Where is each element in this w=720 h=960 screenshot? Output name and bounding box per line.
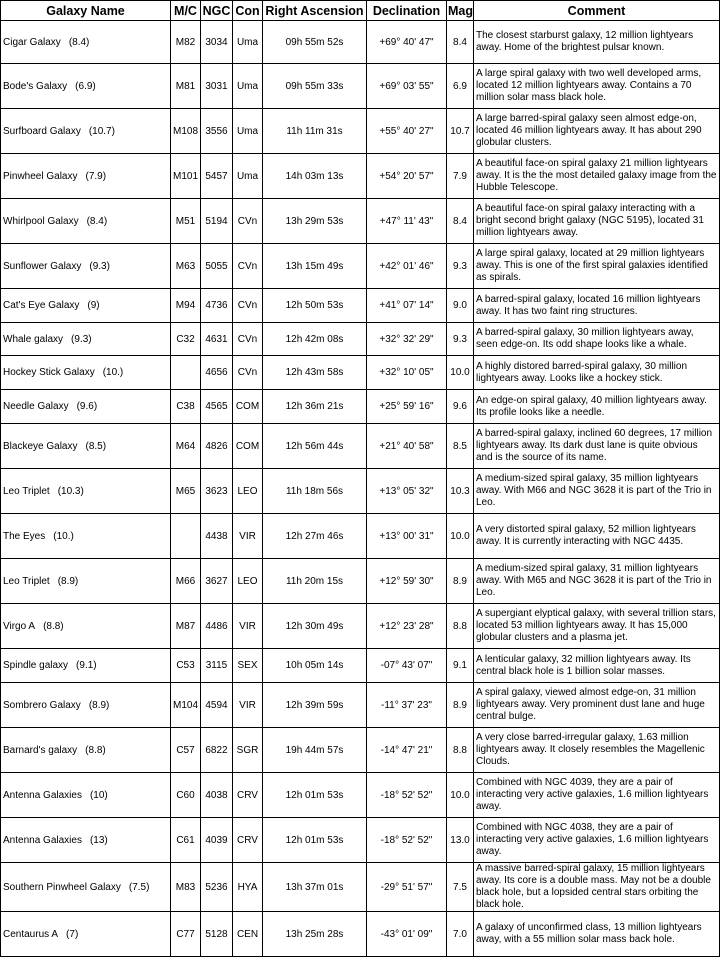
ngc-cell: 6822 <box>201 728 233 773</box>
declination-cell: -14° 47' 21" <box>367 728 447 773</box>
galaxy-name-cell <box>1 728 171 773</box>
right-ascension-cell: 12h 01m 53s <box>263 773 367 818</box>
galaxy-name: Hockey Stick Galaxy <box>3 367 95 378</box>
table-row <box>1 154 720 199</box>
ngc-cell: 5457 <box>201 154 233 199</box>
magnitude-cell: 7.5 <box>447 863 474 912</box>
messier-caldwell-cell: M81 <box>171 64 201 109</box>
declination-cell: +21° 40' 58" <box>367 424 447 469</box>
header-ngc: NGC <box>201 1 233 21</box>
galaxy-name: Virgo A <box>3 620 36 632</box>
magnitude-cell: 10.0 <box>447 356 474 390</box>
galaxy-name-cell <box>1 683 171 728</box>
right-ascension-cell: 12h 43m 58s <box>263 356 367 390</box>
right-ascension-cell: 12h 27m 46s <box>263 514 367 559</box>
header-con: Con <box>233 1 263 21</box>
ngc-cell: 3115 <box>201 649 233 683</box>
magnitude-cell: 8.4 <box>447 21 474 64</box>
galaxy-name-cell <box>1 390 171 424</box>
galaxy-name-cell <box>1 356 171 390</box>
constellation-cell: SGR <box>233 728 263 773</box>
constellation-cell: Uma <box>233 109 263 154</box>
constellation-cell: COM <box>233 424 263 469</box>
galaxy-name: Centaurus A <box>3 928 59 940</box>
messier-caldwell-cell: M87 <box>171 604 201 649</box>
galaxy-name-magnitude: (10.3) <box>57 485 84 497</box>
declination-cell: -43° 01' 09" <box>367 912 447 957</box>
comment-cell: The closest starburst galaxy, 12 million lightyears away. Home of the brightest pulsar known. <box>474 21 720 64</box>
galaxy-name-magnitude: (10.) <box>53 530 74 542</box>
galaxy-name: Sunflower Galaxy <box>3 260 82 272</box>
table-row <box>1 390 720 424</box>
magnitude-cell: 10.3 <box>447 469 474 514</box>
declination-cell: -29° 51' 57" <box>367 863 447 912</box>
table-row <box>1 818 720 863</box>
ngc-cell: 3031 <box>201 64 233 109</box>
table-row <box>1 424 720 469</box>
galaxy-name-cell <box>1 244 171 289</box>
constellation-cell: Uma <box>233 64 263 109</box>
messier-caldwell-cell: C77 <box>171 912 201 957</box>
constellation-cell: CVn <box>233 199 263 244</box>
comment-cell: A galaxy of unconfirmed class, 13 million lightyears away, with a 55 million solar mass back hole. <box>474 912 720 957</box>
comment-cell: A spiral galaxy, viewed almost edge-on, 31 million lightyears away. Very prominent dust lane and huge central bulge. <box>474 683 720 728</box>
galaxy-name: Needle Galaxy <box>3 401 69 412</box>
galaxy-name-magnitude: (8.9) <box>57 575 79 587</box>
constellation-cell: Uma <box>233 21 263 64</box>
messier-caldwell-cell: C32 <box>171 323 201 356</box>
comment-cell: A lenticular galaxy, 32 million lightyears away. Its central black hole is 1 billion solar masses. <box>474 649 720 683</box>
galaxy-name: Leo Triplet <box>3 485 50 497</box>
ngc-cell: 4656 <box>201 356 233 390</box>
declination-cell: +13° 00' 31" <box>367 514 447 559</box>
constellation-cell: CVn <box>233 323 263 356</box>
messier-caldwell-cell: M82 <box>171 21 201 64</box>
constellation-cell: CRV <box>233 773 263 818</box>
galaxy-name: Spindle galaxy <box>3 660 69 671</box>
right-ascension-cell: 12h 50m 53s <box>263 289 367 323</box>
galaxy-name-cell <box>1 912 171 957</box>
galaxy-name: Pinwheel Galaxy <box>3 170 78 182</box>
galaxy-name-magnitude: (8.9) <box>88 699 110 711</box>
constellation-cell: CRV <box>233 818 263 863</box>
comment-cell: A barred-spiral galaxy, 30 million lightyears away, seen edge-on. Its odd shape looks like a whale. <box>474 323 720 356</box>
right-ascension-cell: 12h 42m 08s <box>263 323 367 356</box>
declination-cell: +41° 07' 14" <box>367 289 447 323</box>
galaxy-name-cell <box>1 773 171 818</box>
comment-cell: A beautiful face-on spiral galaxy interacting with a bright second bright galaxy (NGC 5195), located 31 million lightyears away. <box>474 199 720 244</box>
constellation-cell: VIR <box>233 683 263 728</box>
table-row <box>1 773 720 818</box>
messier-caldwell-cell: M65 <box>171 469 201 514</box>
table-row <box>1 21 720 64</box>
galaxy-name-cell <box>1 604 171 649</box>
messier-caldwell-cell <box>171 514 201 559</box>
galaxy-name-magnitude: (8.8) <box>43 620 64 632</box>
galaxy-name-magnitude: (7) <box>66 928 79 940</box>
galaxy-name-magnitude: (10.) <box>102 367 124 378</box>
right-ascension-cell: 13h 29m 53s <box>263 199 367 244</box>
messier-caldwell-cell: C53 <box>171 649 201 683</box>
header-mag: Mag <box>447 1 474 21</box>
messier-caldwell-cell: M83 <box>171 863 201 912</box>
magnitude-cell: 10.0 <box>447 773 474 818</box>
table-row <box>1 289 720 323</box>
magnitude-cell: 13.0 <box>447 818 474 863</box>
right-ascension-cell: 09h 55m 33s <box>263 64 367 109</box>
messier-caldwell-cell: M51 <box>171 199 201 244</box>
comment-cell: Combined with NGC 4038, they are a pair of interacting very active galaxies, 1.6 million lightyears away. <box>474 818 720 863</box>
galaxy-name-magnitude: (9.6) <box>76 401 98 412</box>
magnitude-cell: 8.4 <box>447 199 474 244</box>
header-right-ascension: Right Ascension <box>263 1 367 21</box>
ngc-cell: 3623 <box>201 469 233 514</box>
right-ascension-cell: 12h 56m 44s <box>263 424 367 469</box>
galaxy-name: Blackeye Galaxy <box>3 440 78 452</box>
table-row <box>1 323 720 356</box>
table-row <box>1 912 720 957</box>
table-row <box>1 559 720 604</box>
declination-cell: +54° 20' 57" <box>367 154 447 199</box>
galaxy-name-cell <box>1 469 171 514</box>
ngc-cell: 4486 <box>201 604 233 649</box>
magnitude-cell: 8.8 <box>447 604 474 649</box>
messier-caldwell-cell: M66 <box>171 559 201 604</box>
ngc-cell: 5194 <box>201 199 233 244</box>
magnitude-cell: 7.9 <box>447 154 474 199</box>
table-row <box>1 728 720 773</box>
comment-cell: A supergiant elyptical galaxy, with several trillion stars, located 53 million lightyears away. It has 15,000 globular clusters and a plasma jet. <box>474 604 720 649</box>
magnitude-cell: 10.0 <box>447 514 474 559</box>
magnitude-cell: 9.0 <box>447 289 474 323</box>
galaxy-name-magnitude: (9.3) <box>89 260 110 272</box>
galaxy-name-magnitude: (7.9) <box>85 170 107 182</box>
header-comment: Comment <box>474 1 720 21</box>
messier-caldwell-cell: M108 <box>171 109 201 154</box>
header-mc: M/C <box>171 1 201 21</box>
table-row <box>1 64 720 109</box>
galaxy-name-cell <box>1 424 171 469</box>
constellation-cell: LEO <box>233 559 263 604</box>
messier-caldwell-cell: C38 <box>171 390 201 424</box>
right-ascension-cell: 11h 20m 15s <box>263 559 367 604</box>
table-row <box>1 604 720 649</box>
galaxy-name: Sombrero Galaxy <box>3 699 81 711</box>
magnitude-cell: 9.6 <box>447 390 474 424</box>
galaxy-name-cell <box>1 863 171 912</box>
right-ascension-cell: 12h 36m 21s <box>263 390 367 424</box>
messier-caldwell-cell <box>171 356 201 390</box>
messier-caldwell-cell: C61 <box>171 818 201 863</box>
magnitude-cell: 8.9 <box>447 559 474 604</box>
ngc-cell: 4826 <box>201 424 233 469</box>
right-ascension-cell: 12h 30m 49s <box>263 604 367 649</box>
declination-cell: -18° 52' 52" <box>367 773 447 818</box>
galaxy-name-cell <box>1 514 171 559</box>
right-ascension-cell: 13h 25m 28s <box>263 912 367 957</box>
right-ascension-cell: 14h 03m 13s <box>263 154 367 199</box>
declination-cell: -18° 52' 52" <box>367 818 447 863</box>
galaxy-name: Antenna Galaxies <box>3 789 82 801</box>
messier-caldwell-cell: M64 <box>171 424 201 469</box>
declination-cell: +42° 01' 46" <box>367 244 447 289</box>
table-row <box>1 469 720 514</box>
declination-cell: +25° 59' 16" <box>367 390 447 424</box>
constellation-cell: SEX <box>233 649 263 683</box>
comment-cell: A large spiral galaxy with two well developed arms, located 12 million lightyears away. Contains a 70 million solar mass black hole. <box>474 64 720 109</box>
ngc-cell: 4038 <box>201 773 233 818</box>
right-ascension-cell: 12h 39m 59s <box>263 683 367 728</box>
right-ascension-cell: 13h 37m 01s <box>263 863 367 912</box>
galaxy-name-cell <box>1 649 171 683</box>
comment-cell: A barred-spiral galaxy, inclined 60 degrees, 17 million lightyears away. Its dark dust lane is quite obvious and is the source of its name. <box>474 424 720 469</box>
galaxy-name-magnitude: (7.5) <box>128 881 150 893</box>
comment-cell: A medium-sized spiral galaxy, 35 million lightyears away. With M66 and NGC 3628 it is part of the Trio in Leo. <box>474 469 720 514</box>
galaxy-name-cell <box>1 323 171 356</box>
right-ascension-cell: 09h 55m 52s <box>263 21 367 64</box>
galaxy-name-magnitude: (9.1) <box>76 660 97 671</box>
declination-cell: +32° 32' 29" <box>367 323 447 356</box>
galaxy-name-cell <box>1 818 171 863</box>
header-row <box>1 1 720 21</box>
ngc-cell: 3034 <box>201 21 233 64</box>
table-row <box>1 514 720 559</box>
magnitude-cell: 6.9 <box>447 64 474 109</box>
table-row <box>1 109 720 154</box>
comment-cell: Combined with NGC 4039, they are a pair of interacting very active galaxies, 1.6 million lightyears away. <box>474 773 720 818</box>
right-ascension-cell: 12h 01m 53s <box>263 818 367 863</box>
right-ascension-cell: 11h 18m 56s <box>263 469 367 514</box>
comment-cell: A large spiral galaxy, located at 29 million lightyears away. This is one of the first spiral galaxies identified as spirals. <box>474 244 720 289</box>
ngc-cell: 5055 <box>201 244 233 289</box>
right-ascension-cell: 13h 15m 49s <box>263 244 367 289</box>
galaxy-name: Antenna Galaxies <box>3 834 82 846</box>
constellation-cell: CEN <box>233 912 263 957</box>
magnitude-cell: 8.8 <box>447 728 474 773</box>
messier-caldwell-cell: C57 <box>171 728 201 773</box>
right-ascension-cell: 10h 05m 14s <box>263 649 367 683</box>
galaxy-name: Whirlpool Galaxy <box>3 215 79 227</box>
table-row <box>1 683 720 728</box>
magnitude-cell: 9.3 <box>447 244 474 289</box>
galaxy-name-cell <box>1 109 171 154</box>
comment-cell: A beautiful face-on spiral galaxy 21 million lightyears away. It is the the most detailed galaxy image from the Hubble Telescope. <box>474 154 720 199</box>
constellation-cell: LEO <box>233 469 263 514</box>
ngc-cell: 4594 <box>201 683 233 728</box>
messier-caldwell-cell: M101 <box>171 154 201 199</box>
galaxy-name-cell <box>1 21 171 64</box>
ngc-cell: 4736 <box>201 289 233 323</box>
constellation-cell: HYA <box>233 863 263 912</box>
galaxy-name: Surfboard Galaxy <box>3 125 81 137</box>
comment-cell: An edge-on spiral galaxy, 40 million lightyears away. Its profile looks like a needle. <box>474 390 720 424</box>
table-row <box>1 863 720 912</box>
ngc-cell: 4631 <box>201 323 233 356</box>
galaxy-name-magnitude: (8.4) <box>86 215 108 227</box>
magnitude-cell: 9.3 <box>447 323 474 356</box>
galaxy-name: The Eyes <box>3 530 46 542</box>
galaxy-name-magnitude: (8.8) <box>85 744 106 756</box>
ngc-cell: 5128 <box>201 912 233 957</box>
galaxy-name: Whale galaxy <box>3 333 64 345</box>
header-declination: Declination <box>367 1 447 21</box>
galaxy-name-cell <box>1 64 171 109</box>
galaxy-name-cell <box>1 289 171 323</box>
galaxy-name-magnitude: (10.7) <box>88 125 115 137</box>
declination-cell: +47° 11' 43" <box>367 199 447 244</box>
declination-cell: +69° 40' 47" <box>367 21 447 64</box>
galaxy-name-magnitude: (8.5) <box>85 440 107 452</box>
galaxy-name: Cigar Galaxy <box>3 36 61 48</box>
constellation-cell: COM <box>233 390 263 424</box>
galaxy-name-magnitude: (9) <box>87 300 100 311</box>
right-ascension-cell: 19h 44m 57s <box>263 728 367 773</box>
constellation-cell: VIR <box>233 604 263 649</box>
magnitude-cell: 10.7 <box>447 109 474 154</box>
galaxy-name-cell <box>1 154 171 199</box>
ngc-cell: 3556 <box>201 109 233 154</box>
galaxy-name: Bode's Galaxy <box>3 80 68 92</box>
galaxy-name-magnitude: (6.9) <box>75 80 96 92</box>
ngc-cell: 4039 <box>201 818 233 863</box>
declination-cell: -11° 37' 23" <box>367 683 447 728</box>
declination-cell: +12° 59' 30" <box>367 559 447 604</box>
comment-cell: A very distorted spiral galaxy, 52 million lightyears away. It is currently interacting with NGC 4435. <box>474 514 720 559</box>
header-galaxy-name: Galaxy Name <box>1 1 171 21</box>
galaxy-name: Southern Pinwheel Galaxy <box>3 881 121 893</box>
magnitude-cell: 7.0 <box>447 912 474 957</box>
galaxy-name-magnitude: (8.4) <box>68 36 90 48</box>
declination-cell: -07° 43' 07" <box>367 649 447 683</box>
comment-cell: A medium-sized spiral galaxy, 31 million lightyears away. With M65 and NGC 3628 it is part of the Trio in Leo. <box>474 559 720 604</box>
table-row <box>1 649 720 683</box>
comment-cell: A highly distored barred-spiral galaxy, 30 million lightyears away. Looks like a hockey stick. <box>474 356 720 390</box>
galaxy-name-magnitude: (13) <box>89 834 108 846</box>
galaxy-name: Leo Triplet <box>3 575 50 587</box>
galaxy-name: Cat's Eye Galaxy <box>3 300 80 311</box>
declination-cell: +12° 23' 28" <box>367 604 447 649</box>
galaxy-name-magnitude: (9.3) <box>71 333 92 345</box>
comment-cell: A large barred-spiral galaxy seen almost edge-on, located 46 million lightyears away. It has about 290 globular clusters. <box>474 109 720 154</box>
table-body <box>1 21 720 957</box>
messier-caldwell-cell: M63 <box>171 244 201 289</box>
magnitude-cell: 8.5 <box>447 424 474 469</box>
constellation-cell: CVn <box>233 356 263 390</box>
magnitude-cell: 9.1 <box>447 649 474 683</box>
declination-cell: +32° 10' 05" <box>367 356 447 390</box>
ngc-cell: 3627 <box>201 559 233 604</box>
magnitude-cell: 8.9 <box>447 683 474 728</box>
messier-caldwell-cell: M104 <box>171 683 201 728</box>
ngc-cell: 4438 <box>201 514 233 559</box>
messier-caldwell-cell: M94 <box>171 289 201 323</box>
right-ascension-cell: 11h 11m 31s <box>263 109 367 154</box>
comment-cell: A massive barred-spiral galaxy, 15 million lightyears away. Its core is a double mass. May not be a double black hole, but a lopsided central stars orbiting the black hole. <box>474 863 720 912</box>
galaxy-name-magnitude: (10) <box>89 789 108 801</box>
ngc-cell: 5236 <box>201 863 233 912</box>
declination-cell: +13° 05' 32" <box>367 469 447 514</box>
messier-caldwell-cell: C60 <box>171 773 201 818</box>
table-row <box>1 199 720 244</box>
galaxy-name: Barnard's galaxy <box>3 744 78 756</box>
galaxy-name-cell <box>1 199 171 244</box>
galaxy-name-cell <box>1 559 171 604</box>
comment-cell: A barred-spiral galaxy, located 16 million lightyears away. It has two faint ring structures. <box>474 289 720 323</box>
constellation-cell: VIR <box>233 514 263 559</box>
constellation-cell: Uma <box>233 154 263 199</box>
constellation-cell: CVn <box>233 244 263 289</box>
table-row <box>1 244 720 289</box>
declination-cell: +55° 40' 27" <box>367 109 447 154</box>
constellation-cell: CVn <box>233 289 263 323</box>
declination-cell: +69° 03' 55" <box>367 64 447 109</box>
ngc-cell: 4565 <box>201 390 233 424</box>
comment-cell: A very close barred-irregular galaxy, 1.63 million lightyears away. It closely resembles the Magellenic Clouds. <box>474 728 720 773</box>
table-row <box>1 356 720 390</box>
